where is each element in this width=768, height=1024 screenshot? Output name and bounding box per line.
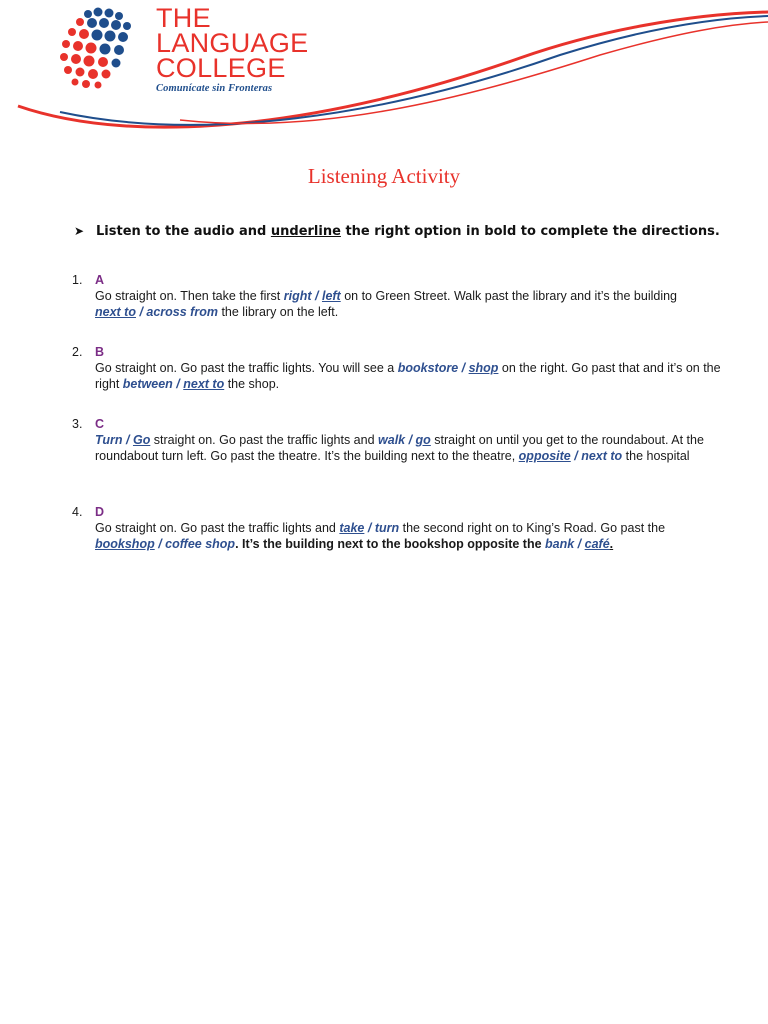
item-body <box>95 272 722 320</box>
list-item <box>72 504 722 552</box>
option-turn[interactable]: turn <box>374 521 400 535</box>
option-separator: / <box>311 289 322 303</box>
item-number: 3. <box>72 417 83 431</box>
option-between[interactable]: between <box>122 377 173 391</box>
item-text <box>95 520 722 552</box>
item-text <box>95 360 722 392</box>
text-segment: the hospital <box>622 449 690 463</box>
option-go[interactable]: Go <box>132 433 151 447</box>
option-turn[interactable]: Turn <box>95 433 123 447</box>
logo-sphere-icon <box>54 6 144 96</box>
option-right[interactable]: right <box>283 289 312 303</box>
header <box>0 0 768 150</box>
text-segment: Go straight on. Go past the traffic lights and <box>95 521 340 535</box>
text-segment: . It’s the building next to the bookshop opposite the <box>235 537 546 551</box>
item-number: 2. <box>72 345 83 359</box>
item-letter: D <box>95 505 105 519</box>
option-bank[interactable]: bank <box>545 537 575 551</box>
item-number: 1. <box>72 273 83 287</box>
option-separator: / <box>364 521 375 535</box>
option-bookstore[interactable]: bookstore <box>397 361 459 375</box>
option-separator: / <box>574 537 585 551</box>
item-letter: B <box>95 345 105 359</box>
option-next-to[interactable]: next to <box>95 305 136 319</box>
option-shop[interactable]: shop <box>468 361 499 375</box>
option-across-from[interactable]: across from <box>146 305 218 319</box>
option-separator: / <box>122 433 133 447</box>
text-segment: the second right on to King’s Road. Go past the <box>399 521 666 535</box>
logo-wordmark <box>156 3 309 94</box>
logo-line-1: THE <box>156 3 211 33</box>
item-letter: A <box>95 273 105 287</box>
option-left[interactable]: left <box>321 289 341 303</box>
instruction-text-1: Listen to the audio and <box>96 224 271 239</box>
option-separator: / <box>154 537 166 551</box>
instruction-text-2: the right option in bold to complete the directions. <box>340 224 720 239</box>
item-text <box>95 288 722 320</box>
text-segment: on to Green Street. Walk past the library and it’s the building <box>340 289 678 303</box>
option-next-to[interactable]: next to <box>183 377 225 391</box>
option-separator: / <box>135 305 147 319</box>
option-take[interactable]: take <box>339 521 365 535</box>
option-next-to[interactable]: next to <box>581 449 623 463</box>
logo-tagline: Comunícate sin Fronteras <box>156 83 273 94</box>
option-opposite[interactable]: opposite <box>518 449 571 463</box>
page-title: Listening Activity <box>307 164 461 188</box>
option-separator: / <box>458 361 469 375</box>
text-segment: Go straight on. Go past the traffic lights. You will see a <box>95 361 398 375</box>
text-segment: . <box>609 537 614 551</box>
text-segment: Go straight on. Then take the first <box>95 289 284 303</box>
instruction <box>74 224 754 239</box>
option-separator: / <box>172 377 184 391</box>
item-body <box>95 344 722 392</box>
option-cafe[interactable]: café <box>584 537 610 551</box>
logo-line-2: LANGUAGE <box>156 28 309 58</box>
option-bookshop[interactable]: bookshop <box>95 537 155 551</box>
text-segment: the shop. <box>224 377 280 391</box>
text-segment: straight on until you get to the roundabout. At the roundabout turn left. Go past the theatre. It’s the building next to the theatre, <box>95 433 704 463</box>
option-coffee-shop[interactable]: coffee shop <box>165 537 236 551</box>
list-item <box>72 272 722 320</box>
arrow-bullet-icon: ➤ <box>74 224 85 238</box>
item-letter: C <box>95 417 105 431</box>
instruction-underlined: underline <box>270 224 341 239</box>
option-go[interactable]: go <box>415 433 431 447</box>
option-separator: / <box>405 433 416 447</box>
option-separator: / <box>570 449 582 463</box>
list-item <box>72 416 722 464</box>
logo-line-3: COLLEGE <box>156 53 286 83</box>
item-body <box>95 416 722 464</box>
text-segment: on the right. Go past that and it’s on the right <box>95 361 721 391</box>
list-item <box>72 344 722 392</box>
item-text <box>95 432 722 464</box>
item-body <box>95 504 722 552</box>
item-number: 4. <box>72 505 83 519</box>
text-segment: straight on. Go past the traffic lights and <box>150 433 379 447</box>
text-segment: the library on the left. <box>217 305 339 319</box>
option-walk[interactable]: walk <box>378 433 406 447</box>
